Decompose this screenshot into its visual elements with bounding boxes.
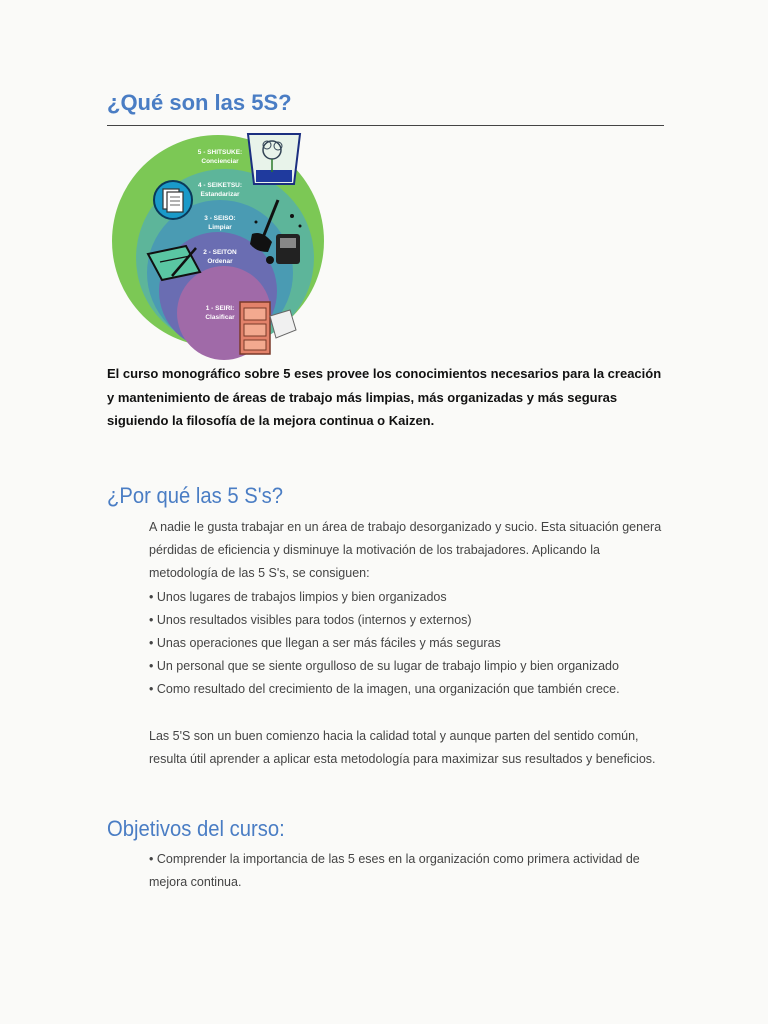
paragraph-spacer [149, 702, 669, 725]
closing-paragraph: Las 5'S son un buen comienzo hacia la calidad total y aunque parten del sentido común, resulta útil aprender a aplicar esta metodología para maximizar sus resultados y beneficios. [149, 728, 656, 766]
ring-label-5: 5 - SHITSUKE: [197, 149, 243, 156]
ring-label-3: 3 - SEISO: [204, 215, 236, 222]
why-section [149, 516, 669, 771]
ring-label-2: 2 - SEITON [203, 249, 237, 256]
flower-pot-icon [248, 134, 300, 184]
why-heading: ¿Por qué las 5 S's? [107, 483, 283, 508]
documents-icon [154, 181, 192, 219]
why-paragraph: A nadie le gusta trabajar en un área de trabajo desorganizado y sucio. Esta situación genera pérdidas de eficiencia y disminuye la motivación de los trabajadores. Aplicando la metodología de las 5 S's, se consiguen: [149, 520, 662, 581]
list-item: • Un personal que se siente orgulloso de su lugar de trabajo limpio y bien organizado [149, 659, 619, 674]
objectives-text: • Comprender la importancia de las 5 eses en la organización como primera actividad de mejora continua. [149, 852, 640, 890]
list-item: • Unos resultados visibles para todos (internos y externos) [149, 612, 472, 627]
title-underline [107, 125, 664, 126]
ring-word-3: Limpiar [208, 224, 232, 231]
intro-paragraph: El curso monográfico sobre 5 eses provee los conocimientos necesarios para la creación y mantenimiento de áreas de trabajo más limpias, más organizadas y más seguras siguiendo la filosofía de la mejora continua o Kaizen. [107, 366, 662, 428]
benefits-list [149, 586, 669, 702]
list-item: • Unos lugares de trabajos limpios y bien organizados [149, 589, 447, 604]
objectives-section [149, 848, 669, 894]
ring-label-1: 1 - SEIRI: [205, 305, 235, 312]
list-item: • Como resultado del crecimiento de la imagen, una organización que también crece. [149, 682, 620, 697]
five-s-diagram [112, 130, 334, 360]
ring-word-5: Concienciar [201, 158, 239, 165]
ring-word-4: Estandarizar [200, 191, 240, 198]
ring-word-1: Clasificar [205, 314, 235, 321]
objectives-heading: Objetivos del curso: [107, 816, 285, 841]
ring-word-2: Ordenar [207, 258, 233, 265]
page-title: ¿Qué son las 5S? [107, 90, 292, 115]
ring-label-4: 4 - SEIKETSU: [197, 182, 243, 189]
list-item: • Unas operaciones que llegan a ser más fáciles y más seguras [149, 636, 501, 651]
